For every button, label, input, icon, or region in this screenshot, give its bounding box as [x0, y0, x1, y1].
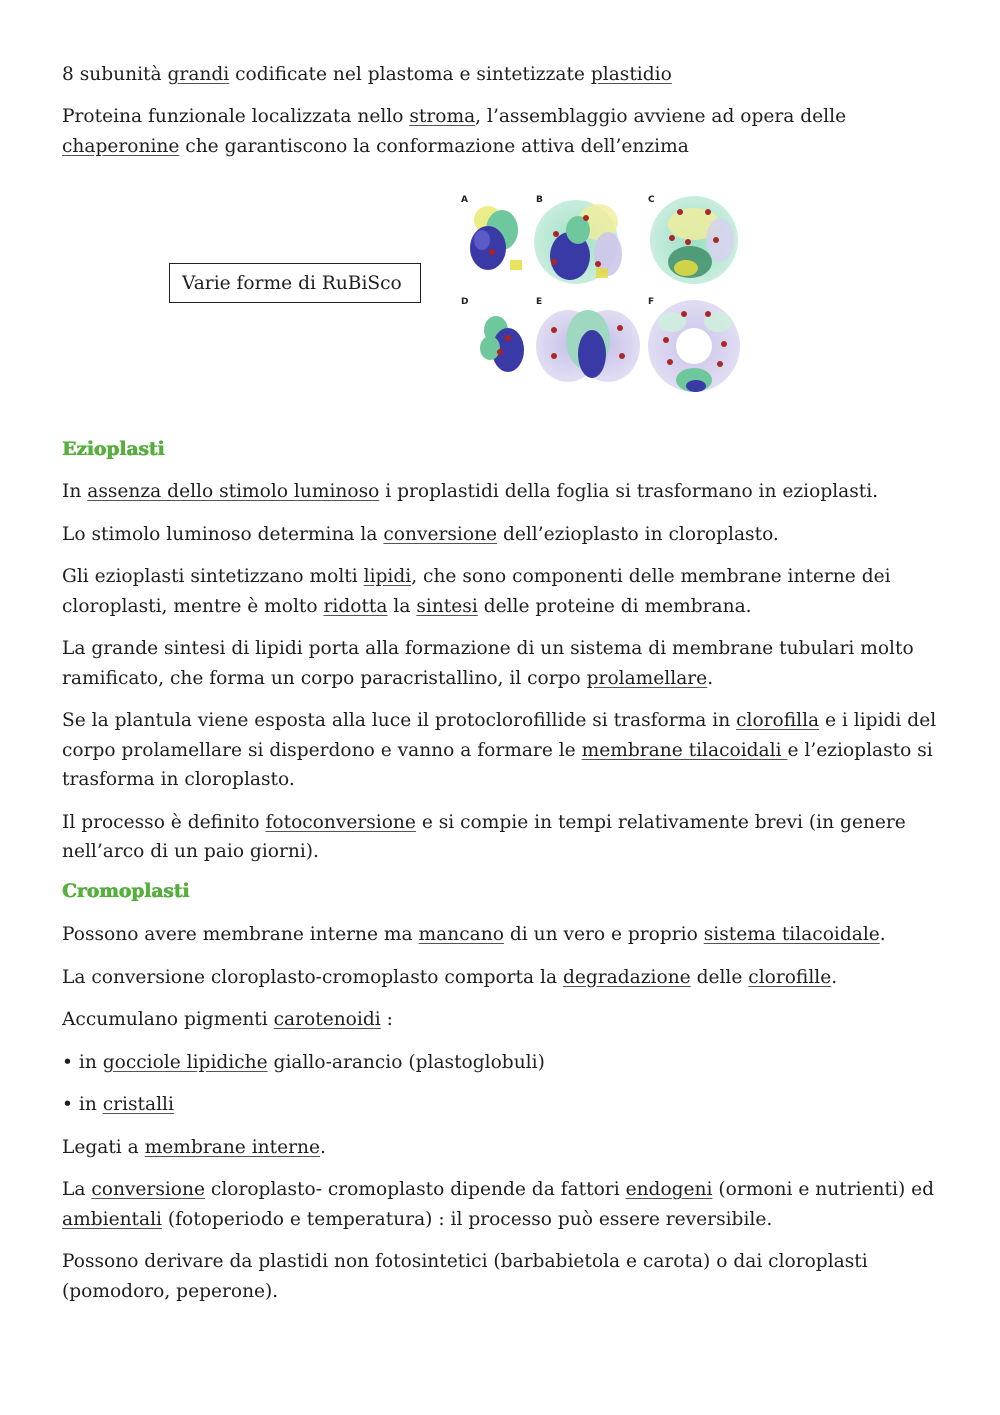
panel-label: C [648, 195, 655, 205]
panel-label: F [648, 297, 655, 307]
paragraph: Possono derivare da plastidi non fotosintetici (barbabietola e carota) o dai cloroplasti (pomodoro, peperone). [62, 1251, 868, 1302]
figure-caption: Varie forme di RuBiSco [169, 263, 421, 303]
paragraph: Il processo è definito fotoconversione e si compie in tempi relativamente brevi (in genere nell’arco di un paio giorni). [62, 811, 906, 862]
section-cromoplasti [62, 920, 942, 1306]
underlined-term: mancano [418, 924, 504, 945]
underlined-term: prolamellare [586, 667, 708, 689]
panel-label: E [536, 297, 543, 307]
underlined-term: endogeni [625, 1179, 713, 1200]
panel-d-structure [480, 316, 524, 372]
underlined-term: membrane tilacoidali [581, 739, 788, 761]
paragraph: La conversione cloroplasto- cromoplasto dipende da fattori endogeni (ormoni e nutrienti) ed ambientali (fotoperiodo e temperatura) : il processo può essere reversibile. [62, 1179, 935, 1230]
paragraph-subunits: 8 subunità grandi codificate nel plastoma e sintetizzate plastidio [62, 64, 672, 85]
underlined-term: clorofille [748, 966, 832, 988]
heading-cromoplasti: Cromoplasti [62, 881, 190, 902]
heading-ezioplasti: Ezioplasti [62, 439, 165, 460]
paragraph: Legati a membrane interne. [62, 1136, 326, 1158]
paragraph: Possono avere membrane interne ma mancano di un vero e proprio sistema tilacoidale. [62, 924, 886, 945]
panel-a-structure [470, 206, 522, 270]
underlined-term: chaperonine [62, 135, 180, 157]
bullet-item: • in cristalli [62, 1094, 174, 1115]
underlined-term: assenza dello stimolo luminoso [87, 481, 380, 502]
panel-label: B [536, 195, 543, 205]
paragraph: Gli ezioplasti sintetizzano molti lipidi, che sono componenti delle membrane interne dei cloroplasti, mentre è molto ridotta la sintesi delle proteine di membrana. [62, 566, 891, 617]
paragraph: In assenza dello stimolo luminoso i proplastidi della foglia si trasformano in ezioplasti. [62, 481, 879, 502]
underlined-term: ridotta [323, 595, 388, 617]
underlined-term: degradazione [562, 966, 691, 988]
paragraph: Accumulano pigmenti carotenoidi : [62, 1009, 393, 1030]
underlined-term: carotenoidi [273, 1009, 381, 1030]
panel-label: D [461, 297, 469, 307]
section-ezioplasti [62, 477, 942, 867]
panel-f-structure [648, 300, 740, 392]
underlined-term: ambientali [62, 1208, 162, 1230]
paragraph: Se la plantula viene esposta alla luce il protoclorofillide si trasforma in clorofilla e i lipidi del corpo prolamellare si disperdono e vanno a formare le membrane tilacoidali e l’ezioplasto si trasforma in cloroplasto. [62, 710, 937, 790]
underlined-term: sintesi [416, 595, 478, 617]
underlined-term: conversione [383, 523, 498, 545]
underlined-term: plastidio [590, 64, 672, 85]
panel-label: A [461, 195, 468, 205]
panel-c-structure [650, 196, 738, 284]
underlined-term: sistema tilacoidale [703, 924, 880, 945]
paragraph-protein: Proteina funzionale localizzata nello stroma, l’assemblaggio avviene ad opera delle chaperonine che garantiscono la conformazione attiva dell’enzima [62, 106, 847, 157]
panel-b-structure [534, 200, 622, 284]
panel-e-structure [536, 310, 640, 382]
underlined-term: gocciole lipidiche [102, 1051, 268, 1073]
underlined-term: grandi [167, 64, 230, 85]
underlined-term: cristalli [102, 1094, 174, 1115]
underlined-term: clorofilla [736, 710, 820, 731]
underlined-term: membrane interne [144, 1136, 320, 1158]
paragraph: La conversione cloroplasto-cromoplasto comporta la degradazione delle clorofille. [62, 966, 838, 988]
paragraph: La grande sintesi di lipidi porta alla formazione di un sistema di membrane tubulari molto ramificato, che forma un corpo paracristallino, il corpo prolamellare. [62, 638, 914, 689]
bullet-item: • in gocciole lipidiche giallo-arancio (plastoglobuli) [62, 1051, 545, 1073]
paragraph: Lo stimolo luminoso determina la conversione dell’ezioplasto in cloroplasto. [62, 523, 779, 545]
rubisco-structures-figure [458, 190, 750, 396]
underlined-term: conversione [91, 1179, 205, 1200]
underlined-term: stroma [409, 106, 476, 127]
underlined-term: fotoconversione [265, 811, 416, 833]
underlined-term: lipidi [363, 566, 412, 587]
